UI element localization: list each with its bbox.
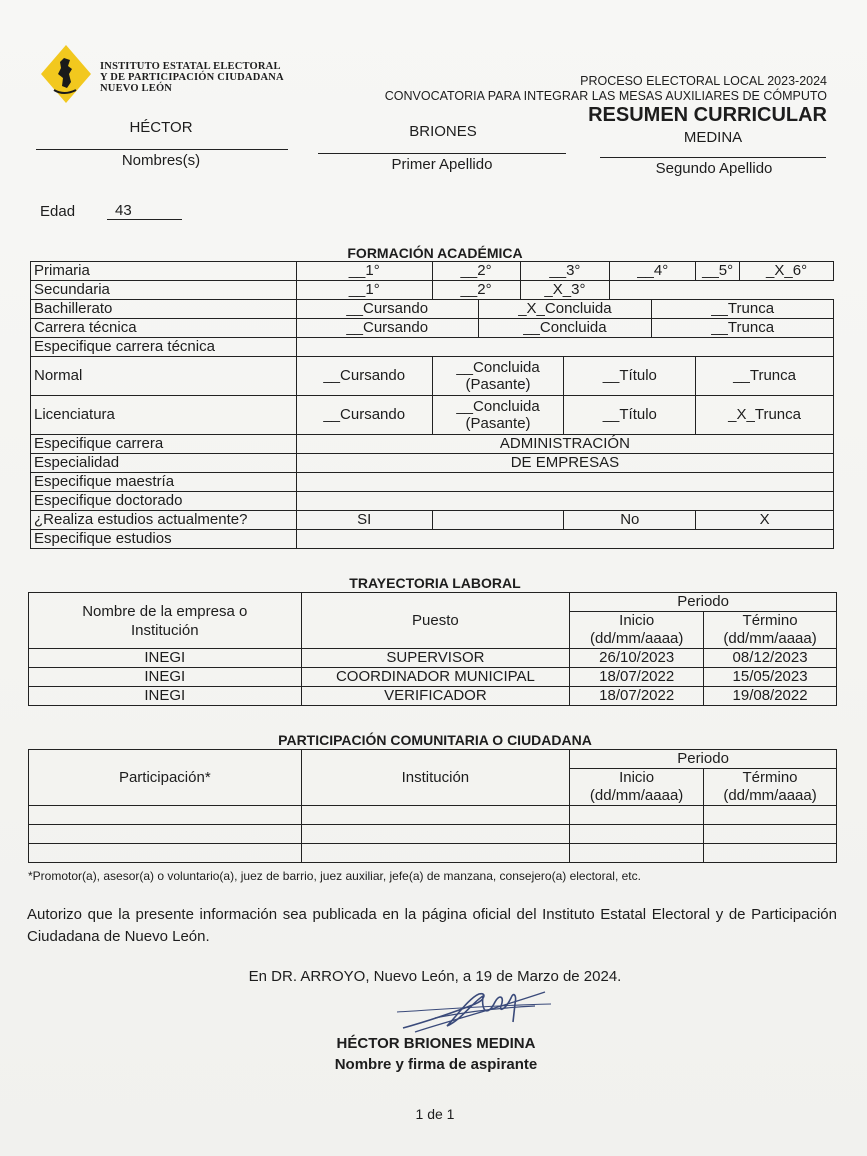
segundo-apellido-label: Segundo Apellido (655, 160, 773, 177)
bachillerato-concluida: _X_Concluida (478, 300, 652, 319)
row-estudios-actuales (31, 511, 834, 530)
bachillerato-label: Bachillerato (31, 300, 297, 319)
row-primaria (31, 262, 834, 281)
comunitaria-header-periodo: Periodo (570, 750, 837, 769)
tecnica-trunca: __Trunca (652, 319, 834, 338)
especialidad-label: Especialidad (31, 454, 297, 473)
bachillerato-cursando: __Cursando (296, 300, 478, 319)
comunitaria-header-inicio: Inicio (570, 769, 704, 788)
iee-logo-icon (40, 44, 92, 104)
licenciatura-label: Licenciatura (31, 396, 297, 435)
comunitaria-title: PARTICIPACIÓN COMUNITARIA O CIUDADANA (278, 732, 592, 748)
esp-carrera-value: ADMINISTRACIÓN (296, 435, 833, 454)
laboral-header-inicio-format: (dd/mm/aaaa) (570, 630, 704, 649)
licenciatura-cursando: __Cursando (296, 396, 432, 435)
row-normal (31, 357, 834, 396)
comunitaria-header-inicio-format: (dd/mm/aaaa) (570, 787, 704, 806)
estudios-actuales-label: ¿Realiza estudios actualmente? (31, 511, 297, 530)
laboral-header-empresa: Nombre de la empresa o Institución (29, 593, 302, 649)
nombres-value: HÉCTOR (129, 119, 193, 136)
institute-name: INSTITUTO ESTATAL ELECTORAL Y DE PARTICIPACIÓN CIUDADANA NUEVO LEÓN (100, 61, 284, 94)
segundo-apellido-value: MEDINA (683, 129, 743, 146)
convocatoria-title: CONVOCATORIA PARA INTEGRAR LAS MESAS AUXILIARES DE CÓMPUTO (384, 89, 827, 103)
normal-trunca: __Trunca (696, 357, 834, 396)
firma-label: Nombre y firma de aspirante (334, 1056, 538, 1073)
table-row: INEGI SUPERVISOR 26/10/2023 08/12/2023 (29, 649, 837, 668)
comunitaria-footnote: *Promotor(a), asesor(a) o voluntario(a), juez de barrio, juez auxiliar, jefe(a) de manzana, consejero(a) electoral, etc. (28, 869, 641, 883)
process-title: PROCESO ELECTORAL LOCAL 2023-2024 (580, 74, 827, 88)
secundaria-label: Secundaria (31, 281, 297, 300)
secundaria-1: __1° (296, 281, 432, 300)
primer-apellido-label: Primer Apellido (391, 156, 493, 173)
laboral-header-inicio: Inicio (570, 612, 704, 631)
primaria-label: Primaria (31, 262, 297, 281)
comunitaria-table (28, 749, 837, 863)
licenciatura-titulo: __Título (564, 396, 696, 435)
licenciatura-trunca: _X_Trunca (696, 396, 834, 435)
row-maestria (31, 473, 834, 492)
esp-tecnica-label: Especifique carrera técnica (31, 338, 297, 357)
primer-apellido-value: BRIONES (409, 123, 477, 140)
laboral-header-termino: Término (704, 612, 837, 631)
laboral-header-termino-format: (dd/mm/aaaa) (704, 630, 837, 649)
especialidad-value: DE EMPRESAS (296, 454, 833, 473)
laboral-header-puesto: Puesto (301, 593, 570, 649)
table-row: INEGI COORDINADOR MUNICIPAL 18/07/2022 15/05/2023 (29, 668, 837, 687)
primaria-3: __3° (520, 262, 610, 281)
bachillerato-trunca: __Trunca (652, 300, 834, 319)
comunitaria-header-institucion: Institución (301, 750, 570, 806)
esp-estudios-label: Especifique estudios (31, 530, 297, 549)
primaria-6: _X_6° (740, 262, 834, 281)
segundo-apellido-line (600, 157, 826, 158)
nombres-label: Nombres(s) (121, 152, 201, 169)
row-especialidad (31, 454, 834, 473)
document-title: RESUMEN CURRICULAR (588, 104, 827, 126)
row-esp-carrera (31, 435, 834, 454)
lugar-fecha: En DR. ARROYO, Nuevo León, a 19 de Marzo de 2024. (248, 968, 622, 985)
table-row (29, 844, 837, 863)
estudios-si: SI (296, 511, 432, 530)
laboral-header-periodo: Periodo (570, 593, 837, 612)
comunitaria-header-participacion: Participación* (29, 750, 302, 806)
secundaria-3: _X_3° (520, 281, 610, 300)
row-secundaria (31, 281, 834, 300)
normal-label: Normal (31, 357, 297, 396)
formacion-table (30, 261, 834, 549)
secundaria-2: __2° (432, 281, 520, 300)
edad-label: Edad (40, 203, 76, 220)
laboral-title: TRAYECTORIA LABORAL (349, 575, 521, 591)
row-licenciatura (31, 396, 834, 435)
row-carrera-tecnica (31, 319, 834, 338)
signature-icon (395, 982, 555, 1040)
formacion-title: FORMACIÓN ACADÉMICA (347, 245, 523, 261)
estudios-si-mark (432, 511, 564, 530)
table-row (29, 806, 837, 825)
doctorado-label: Especifique doctorado (31, 492, 297, 511)
esp-carrera-label: Especifique carrera (31, 435, 297, 454)
normal-cursando: __Cursando (296, 357, 432, 396)
normal-titulo: __Título (564, 357, 696, 396)
row-bachillerato (31, 300, 834, 319)
row-esp-tecnica (31, 338, 834, 357)
row-esp-estudios (31, 530, 834, 549)
primaria-1: __1° (296, 262, 432, 281)
page-number: 1 de 1 (415, 1106, 455, 1122)
edad-value: 43 (107, 202, 182, 220)
estudios-no: No (564, 511, 696, 530)
row-doctorado (31, 492, 834, 511)
maestria-label: Especifique maestría (31, 473, 297, 492)
nombres-line (36, 149, 288, 150)
tecnica-label: Carrera técnica (31, 319, 297, 338)
comunitaria-header-termino-format: (dd/mm/aaaa) (704, 787, 837, 806)
primaria-2: __2° (432, 262, 520, 281)
normal-concluida: __Concluida (Pasante) (432, 357, 564, 396)
laboral-table (28, 592, 837, 706)
comunitaria-header-termino: Término (704, 769, 837, 788)
licenciatura-concluida: __Concluida (Pasante) (432, 396, 564, 435)
autorizo-paragraph: Autorizo que la presente información sea publicada en la página oficial del Instituto Estatal Electoral y de Participación Ciudadana de Nuevo León. (27, 906, 837, 945)
primaria-4: __4° (610, 262, 696, 281)
tecnica-cursando: __Cursando (296, 319, 478, 338)
primer-apellido-line (318, 153, 566, 154)
tecnica-concluida: __Concluida (478, 319, 652, 338)
primaria-5: __5° (696, 262, 740, 281)
firmante-name: HÉCTOR BRIONES MEDINA (336, 1035, 536, 1052)
estudios-no-mark: X (696, 511, 834, 530)
table-row: INEGI VERIFICADOR 18/07/2022 19/08/2022 (29, 687, 837, 706)
table-row (29, 825, 837, 844)
